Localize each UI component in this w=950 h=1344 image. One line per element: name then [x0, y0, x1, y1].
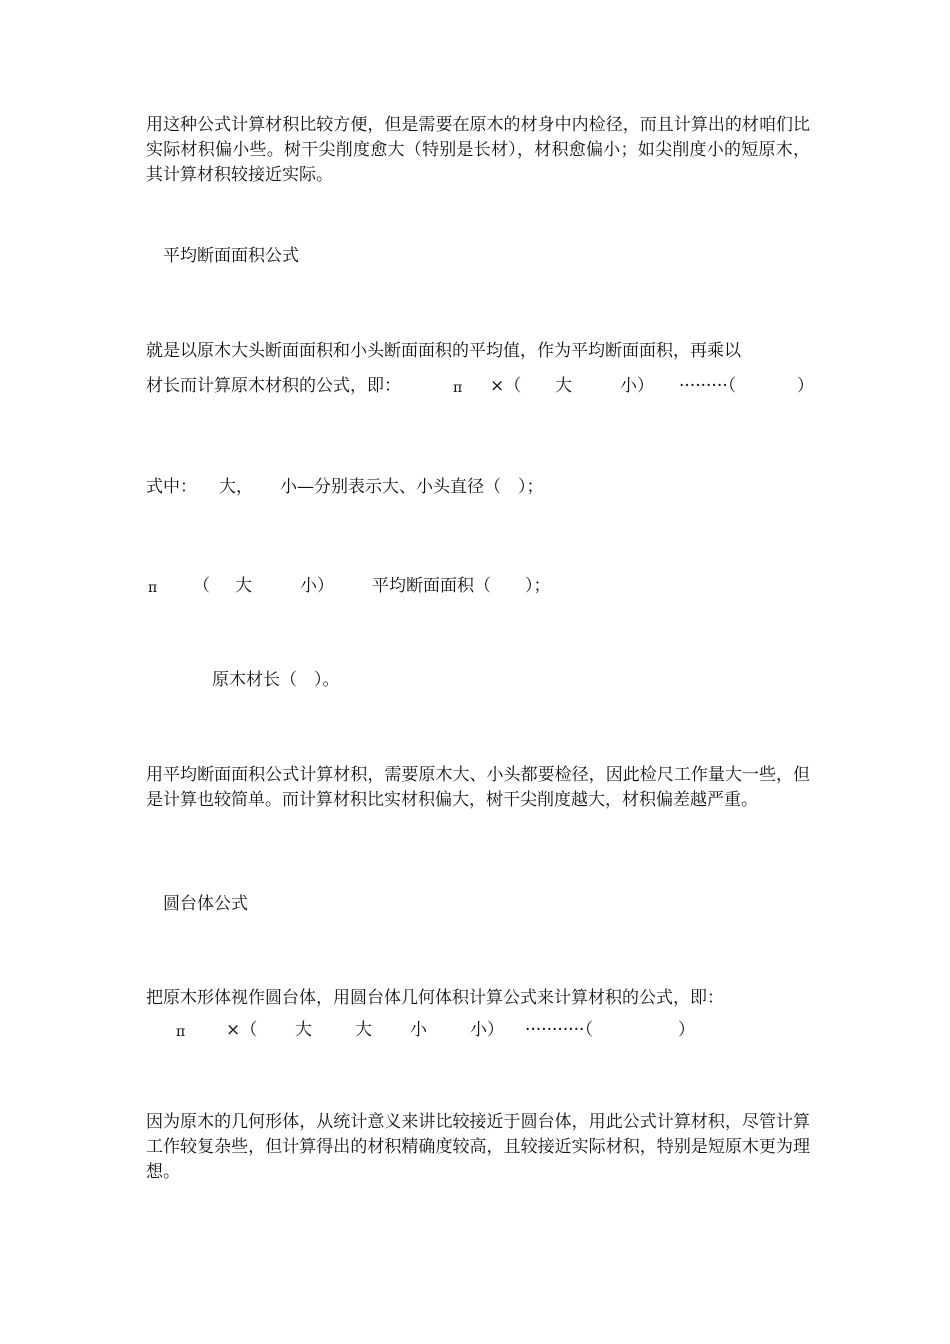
- formula2-times-open: ×（: [226, 1020, 258, 1040]
- pi-symbol: π: [176, 1024, 186, 1040]
- legend-length: 原木材长（ ）。: [212, 670, 340, 690]
- legend-area-small-close: 小）: [300, 576, 334, 596]
- formula2-dots-open: ···········（: [525, 1020, 593, 1040]
- formula2-small1: 小: [410, 1020, 427, 1040]
- legend-big: 大，: [219, 477, 253, 497]
- paragraph-frustum-note: 因为原木的几何形体，从统计意义来讲比较接近于圆台体，用此公式计算材积，尽管计算工作较复杂些，但计算得出的材积精确度较高，且较接近实际材积，特别是短原木更为理想。: [146, 1112, 810, 1182]
- legend-area-big: 大: [235, 576, 252, 596]
- section-heading-frustum: 圆台体公式: [163, 894, 248, 914]
- paragraph-average-area-line1: 就是以原木大头断面面积和小头断面面积的平均值，作为平均断面面积，再乘以: [146, 341, 741, 361]
- formula-close: ）: [797, 376, 814, 396]
- paragraph-average-area-line2: 材长而计算原木材积的公式，即：: [146, 376, 401, 396]
- legend-prefix: 式中：: [146, 477, 197, 497]
- formula-small-close: 小）: [620, 376, 654, 396]
- paragraph-average-area-note: 用平均断面面积公式计算材积，需要原木大、小头都要检径，因此检尺工作量大一些，但是计算也较简单。而计算材积比实材积偏大，树干尖削度越大，材积偏差越严重。: [146, 765, 810, 810]
- formula-big-label: 大: [555, 376, 572, 396]
- formula-dots-open: ·········（: [679, 376, 737, 396]
- legend-area-label: 平均断面面积（ ）；: [372, 576, 551, 596]
- section-heading-average-area: 平均断面面积公式: [163, 246, 299, 266]
- legend-area-open: （: [193, 576, 210, 596]
- formula-times-open: ×（: [490, 376, 522, 396]
- paragraph-median-formula-note: 用这种公式计算材积比较方便，但是需要在原木的材身中内检径，而且计算出的材咱们比实际材积偏小些。树干尖削度愈大（特别是长材），材积愈偏小；如尖削度小的短原木，其计算材积较接近实际。: [146, 115, 810, 185]
- paragraph-frustum-line1: 把原木形体视作圆台体，用圆台体几何体积计算公式来计算材积的公式，即：: [146, 988, 724, 1008]
- formula2-big2: 大: [355, 1020, 372, 1040]
- legend-diameter-text: 小—分别表示大、小头直径（ ）；: [280, 477, 544, 497]
- pi-symbol: π: [453, 380, 463, 396]
- pi-symbol: π: [148, 580, 158, 596]
- formula2-big1: 大: [295, 1020, 312, 1040]
- formula2-close: ）: [678, 1020, 695, 1040]
- formula2-small-close: 小）: [470, 1020, 504, 1040]
